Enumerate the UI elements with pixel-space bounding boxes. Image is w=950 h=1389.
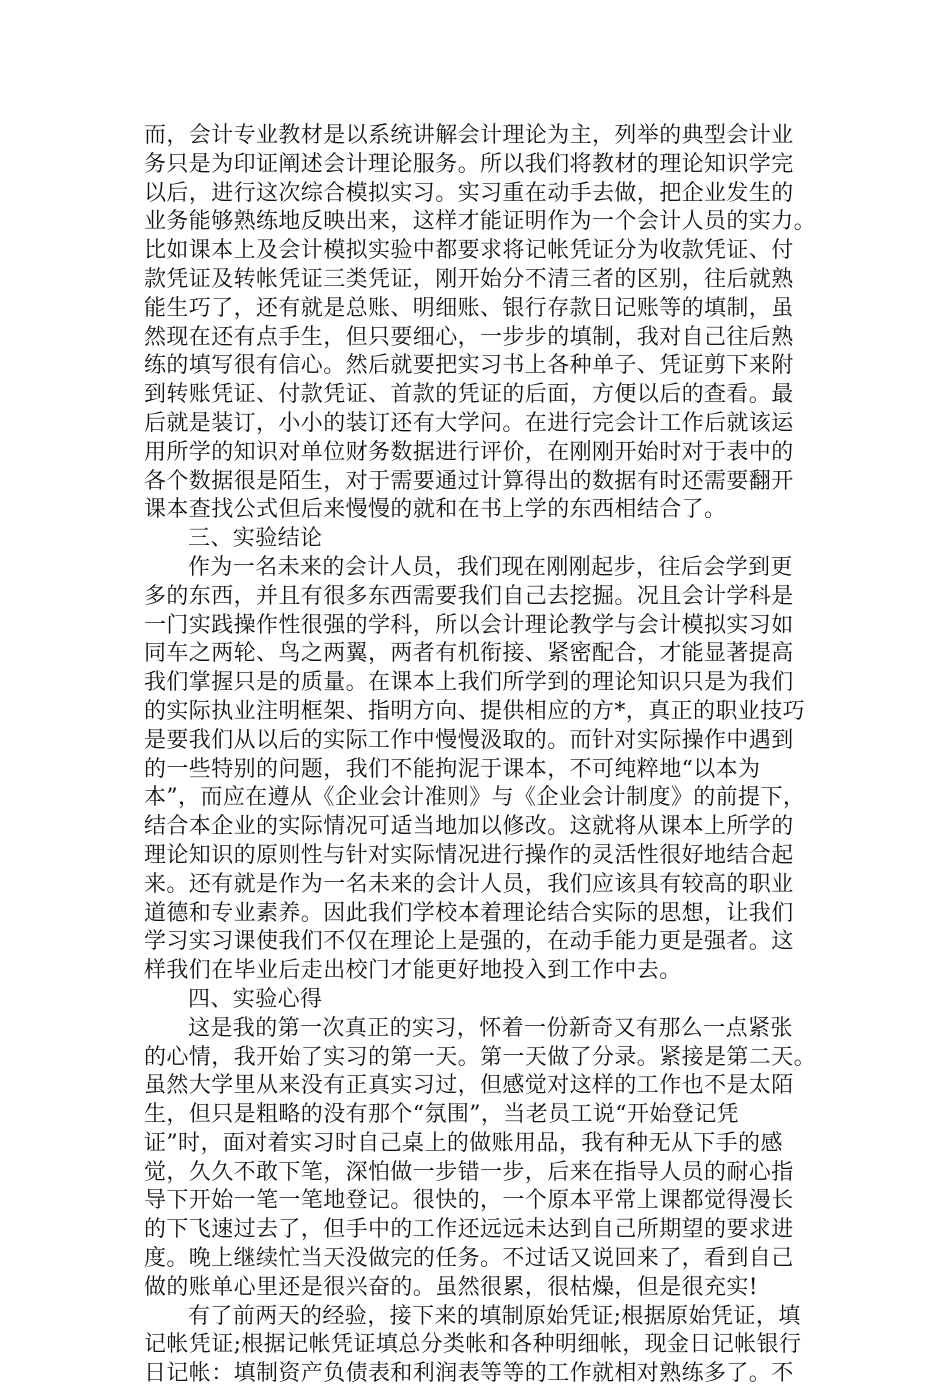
text-line: 记帐凭证;根据记帐凭证填总分类帐和各种明细帐，现金日记帐银行 xyxy=(144,1332,802,1358)
text-line: 我们掌握只是的质量。在课本上我们所学到的理论知识只是为我们 xyxy=(144,670,794,696)
text-line: 作为一名未来的会计人员，我们现在刚刚起步，往后会学到更 xyxy=(188,554,793,580)
text-line: 日记帐：填制资产负债表和利润表等等的工作就相对熟练多了。不 xyxy=(144,1361,794,1387)
text-line: 款凭证及转帐凭证三类凭证，刚开始分不清三者的区别，往后就熟 xyxy=(144,266,794,292)
text-line: 学习实习课使我们不仅在理论上是强的，在动手能力更是强者。这 xyxy=(144,929,794,955)
text-line: 多的东西，并且有很多东西需要我们自己去挖掘。况且会计学科是 xyxy=(144,583,794,609)
text-line: 觉，久久不敢下笔，深怕做一步错一步，后来在指导人员的耐心指 xyxy=(144,1159,794,1185)
text-line: 课本查找公式但后来慢慢的就和在书上学的东西相结合了。 xyxy=(144,497,727,523)
text-line: 做的账单心里还是很兴奋的。虽然很累，很枯燥，但是很充实! xyxy=(144,1274,759,1300)
text-line: 有了前两天的经验，接下来的填制原始凭证;根据原始凭证，填 xyxy=(188,1303,801,1329)
document-body xyxy=(144,122,824,1389)
text-line: 理论知识的原则性与针对实际情况进行操作的灵活性很好地结合起 xyxy=(144,842,794,868)
text-line: 各个数据很是陌生，对于需要通过计算得出的数据有时还需要翻开 xyxy=(144,468,794,494)
text-line: 结合本企业的实际情况可适当地加以修改。这就将从课本上所学的 xyxy=(144,814,794,840)
text-line: 用所学的知识对单位财务数据进行评价，在刚刚开始时对于表中的 xyxy=(144,439,794,465)
text-line: 来。还有就是作为一名未来的会计人员，我们应该具有较高的职业 xyxy=(144,871,794,897)
text-line: 比如课本上及会计模拟实验中都要求将记帐凭证分为收款凭证、付 xyxy=(144,238,794,264)
text-line: 虽然大学里从来没有正真实习过，但感觉对这样的工作也不是太陌 xyxy=(144,1073,794,1099)
text-line: 的实际执业注明框架、指明方向、提供相应的方*，真正的职业技巧 xyxy=(144,698,806,724)
text-line: 以后，进行这次综合模拟实习。实习重在动手去做，把企业发生的 xyxy=(144,180,794,206)
text-line: 样我们在毕业后走出校门才能更好地投入到工作中去。 xyxy=(144,958,682,984)
text-line: 四、实验心得 xyxy=(188,986,323,1012)
text-line: 生，但只是粗略的没有那个“氛围”，当老员工说“开始登记凭 xyxy=(144,1102,739,1128)
text-line: 到转账凭证、付款凭证、首款的凭证的后面，方便以后的查看。最 xyxy=(144,382,794,408)
text-line: 的心情，我开始了实习的第一天。第一天做了分录。紧接是第二天。 xyxy=(144,1044,817,1070)
text-line: 然现在还有点手生，但只要细心，一步步的填制，我对自己往后熟 xyxy=(144,324,794,350)
text-line: 是要我们从以后的实际工作中慢慢汲取的。而针对实际操作中遇到 xyxy=(144,727,794,753)
text-line: 业务能够熟练地反映出来，这样才能证明作为一个会计人员的实力。 xyxy=(144,209,817,235)
text-line: 能生巧了，还有就是总账、明细账、银行存款日记账等的填制，虽 xyxy=(144,295,794,321)
text-line: 证”时，面对着实习时自己桌上的做账用品，我有种无从下手的感 xyxy=(144,1130,783,1156)
text-line: 而，会计专业教材是以系统讲解会计理论为主，列举的典型会计业 xyxy=(144,123,794,148)
text-line: 道德和专业素养。因此我们学校本着理论结合实际的思想，让我们 xyxy=(144,900,794,926)
text-line: 这是我的第一次真正的实习，怀着一份新奇又有那么一点紧张 xyxy=(188,1015,793,1041)
text-line: 三、实验结论 xyxy=(188,526,323,552)
text-line: 务只是为印证阐述会计理论服务。所以我们将教材的理论知识学完 xyxy=(144,151,794,177)
text-line: 度。晚上继续忙当天没做完的任务。不过话又说回来了，看到自己 xyxy=(144,1246,794,1272)
text-line: 一门实践操作性很强的学科，所以会计理论教学与会计模拟实习如 xyxy=(144,612,794,638)
text-line: 同车之两轮、鸟之两翼，两者有机衔接、紧密配合，才能显著提高 xyxy=(144,641,794,667)
text-line: 的一些特别的问题，我们不能拘泥于课本，不可纯粹地“以本为 xyxy=(144,756,761,782)
text-line: 本”，而应在遵从《企业会计准则》与《企业会计制度》的前提下， xyxy=(144,785,806,811)
text-line: 后就是装订，小小的装订还有大学问。在进行完会计工作后就该运 xyxy=(144,410,794,436)
text-line: 的下飞速过去了，但手中的工作还远远未达到自己所期望的要求进 xyxy=(144,1217,794,1243)
text-line: 练的填写很有信心。然后就要把实习书上各种单子、凭证剪下来附 xyxy=(144,353,794,379)
text-line: 导下开始一笔一笔地登记。很快的，一个原本平常上课都觉得漫长 xyxy=(144,1188,794,1214)
